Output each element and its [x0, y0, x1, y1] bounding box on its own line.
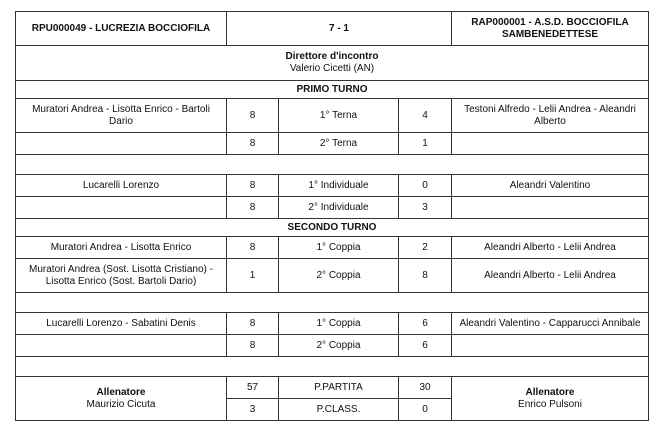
away-coach-name: Enrico Pulsoni [518, 398, 582, 410]
home-coach-cell [16, 377, 227, 421]
away-score: 6 [399, 313, 452, 335]
home-team-name: RPU000049 - LUCREZIA BOCCIOFILA [16, 12, 227, 46]
away-score: 4 [399, 99, 452, 133]
game-row [16, 133, 649, 155]
away-score: 6 [399, 335, 452, 357]
away-score: 1 [399, 133, 452, 155]
home-players: Muratori Andrea (Sost. Lisotta Cristiano) - Lisotta Enrico (Sost. Bartoli Dario) [16, 259, 227, 293]
away-players: Testoni Alfredo - Lelii Andrea - Aleandri Alberto [452, 99, 649, 133]
away-players: Aleandri Valentino - Capparucci Annibale [452, 313, 649, 335]
home-score: 1 [227, 259, 279, 293]
spacer-row [16, 155, 649, 175]
home-players: Muratori Andrea - Lisotta Enrico [16, 237, 227, 259]
game-row [16, 237, 649, 259]
home-players [16, 197, 227, 219]
game-type: 1° Terna [279, 99, 399, 133]
spacer-cell [16, 155, 649, 175]
spacer-row [16, 357, 649, 377]
classifica-label: P.CLASS. [279, 399, 399, 421]
director-cell [16, 46, 649, 81]
director-row [16, 46, 649, 81]
spacer-row [16, 293, 649, 313]
game-type: 2° Coppia [279, 335, 399, 357]
game-row [16, 335, 649, 357]
away-score: 8 [399, 259, 452, 293]
away-players [452, 197, 649, 219]
game-row [16, 313, 649, 335]
home-class-points: 3 [227, 399, 279, 421]
game-type: 2° Coppia [279, 259, 399, 293]
away-team-name: RAP000001 - A.S.D. BOCCIOFILA SAMBENEDETTESE [452, 12, 649, 46]
away-players: Aleandri Alberto - Lelii Andrea [452, 259, 649, 293]
home-score: 8 [227, 237, 279, 259]
spacer-cell [16, 357, 649, 377]
game-row [16, 197, 649, 219]
away-score: 3 [399, 197, 452, 219]
home-players: Lucarelli Lorenzo [16, 175, 227, 197]
home-score: 8 [227, 313, 279, 335]
game-type: 1° Individuale [279, 175, 399, 197]
game-type: 2° Individuale [279, 197, 399, 219]
game-row [16, 99, 649, 133]
director-name: Valerio Cicetti (AN) [289, 63, 375, 74]
secondo-turno-row [16, 219, 649, 237]
game-row [16, 175, 649, 197]
partita-label: P.PARTITA [279, 377, 399, 399]
director-label: Direttore d'incontro [285, 51, 379, 62]
home-score: 8 [227, 99, 279, 133]
home-score: 8 [227, 133, 279, 155]
match-report-table [15, 11, 649, 421]
home-score: 8 [227, 335, 279, 357]
away-partita-points: 30 [399, 377, 452, 399]
away-coach-label: Allenatore [525, 386, 575, 398]
match-header-row [16, 12, 649, 46]
away-coach-cell [452, 377, 649, 421]
home-partita-points: 57 [227, 377, 279, 399]
secondo-turno-title: SECONDO TURNO [16, 219, 649, 237]
home-score: 8 [227, 197, 279, 219]
game-type: 1° Coppia [279, 237, 399, 259]
away-players: Aleandri Valentino [452, 175, 649, 197]
spacer-cell [16, 293, 649, 313]
home-players [16, 133, 227, 155]
home-players: Lucarelli Lorenzo - Sabatini Denis [16, 313, 227, 335]
home-coach-label: Allenatore [96, 386, 146, 398]
away-players [452, 133, 649, 155]
away-players [452, 335, 649, 357]
away-class-points: 0 [399, 399, 452, 421]
partita-row [16, 377, 649, 399]
home-players: Muratori Andrea - Lisotta Enrico - Bartoli Dario [16, 99, 227, 133]
game-type: 2° Terna [279, 133, 399, 155]
home-coach-name: Maurizio Cicuta [86, 398, 156, 410]
game-row [16, 259, 649, 293]
final-score: 7 - 1 [227, 12, 452, 46]
away-players: Aleandri Alberto - Lelii Andrea [452, 237, 649, 259]
game-type: 1° Coppia [279, 313, 399, 335]
primo-turno-row [16, 81, 649, 99]
primo-turno-title: PRIMO TURNO [16, 81, 649, 99]
away-score: 2 [399, 237, 452, 259]
away-score: 0 [399, 175, 452, 197]
home-score: 8 [227, 175, 279, 197]
home-players [16, 335, 227, 357]
